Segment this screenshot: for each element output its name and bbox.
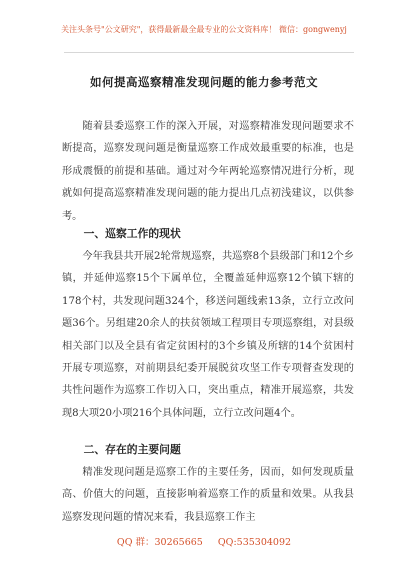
- footer-contact: [0, 534, 408, 548]
- section-heading-problems: 二、存在的主要问题: [83, 443, 181, 456]
- header-banner: 关注头条号"公文研究"，获得最新最全最专业的公文资料库！ 微信：gongwenyj: [61, 25, 347, 34]
- paragraph-status: 今年我县共开展2轮常规巡察，共巡察8个县级部门和12个乡镇，并延伸巡察15个下属单位，全覆盖延伸巡察12个镇下辖的178个村，共发现问题324个，移送问题线索13条，立行立改问题36个。另组建20余人的扶贫领域工程项目专项巡察组，对县级相关部门以及全县有省定贫困村的3个乡镇及所辖的14个贫困村开展专项巡察，对前期县纪委开展脱贫攻坚工作专项督查发现的共性问题作为巡察工作切入口，突出重点，精准开展巡察，共发现8大项20小项216个具体问题，立行立改问题4个。: [62, 251, 354, 419]
- paragraph-problems: 精准发现问题是巡察工作的主要任务，因而，如何发现质量高、价值大的问题，直接影响着巡察工作的质量和效果。从我县巡察发现问题的情况来看，我县巡察工作主: [62, 467, 354, 523]
- paragraph-intro: 随着县委巡察工作的深入开展，对巡察精准发现问题要求不断提高，巡察发现问题是衡量巡察工作成效最重要的标准，也是形成震慑的前提和基础。通过对今年两轮巡察情况进行分析，现就如何提高巡察精准发现问题的能力提出几点初浅建议，以供参考。: [62, 121, 354, 222]
- section-heading-status: 一、巡察工作的现状: [83, 227, 181, 240]
- document-title: 如何提高巡察精准发现问题的能力参考范文: [90, 75, 318, 89]
- header-divider: [64, 52, 354, 53]
- footer-qq-group: QQ 群：30265665: [116, 537, 203, 548]
- footer-qq: QQ:535304092: [217, 537, 292, 548]
